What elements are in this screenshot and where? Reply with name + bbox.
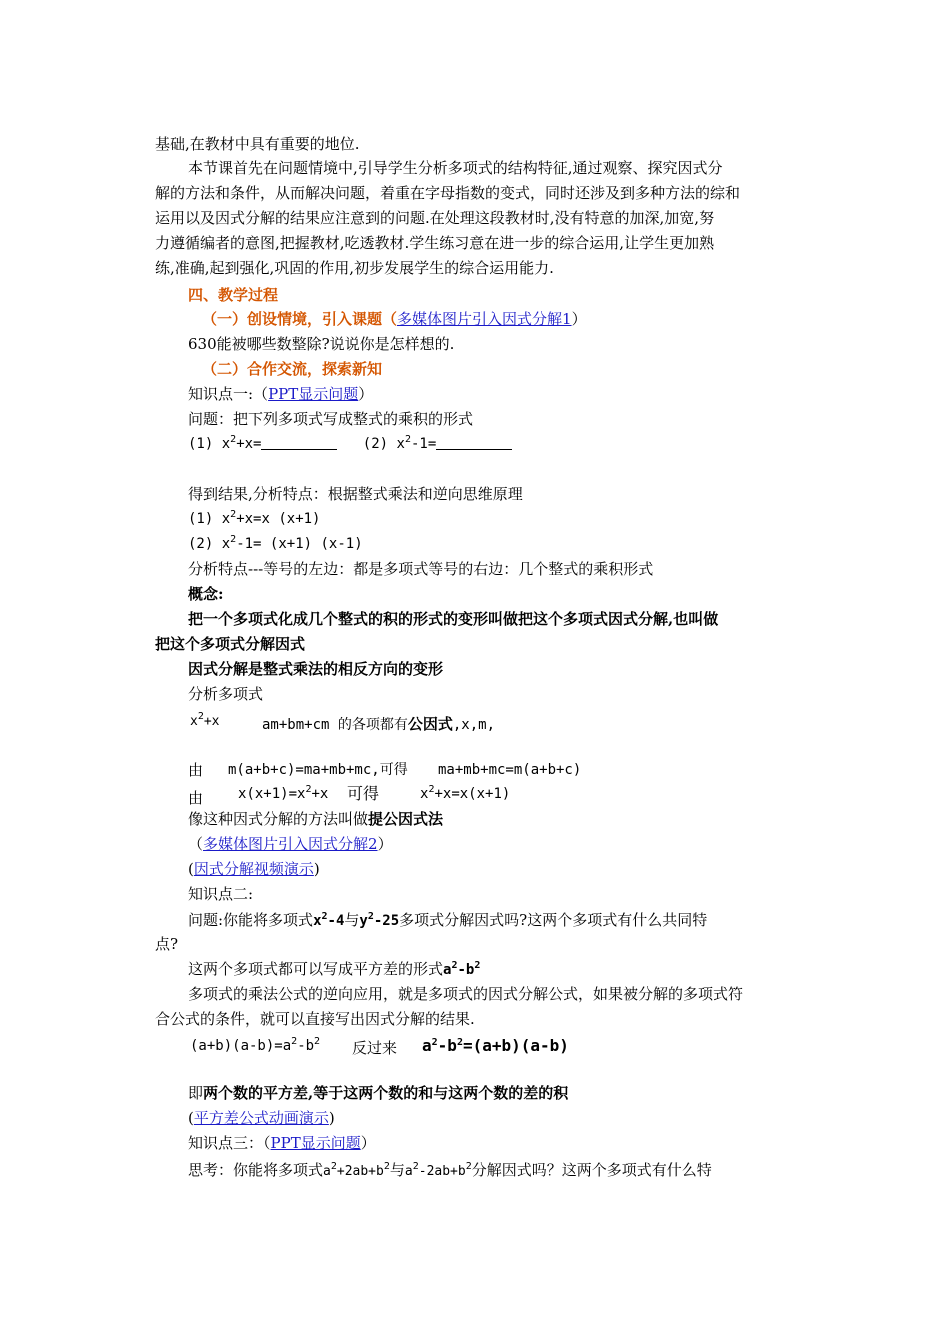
formula-left: $(a+b)(a-b)=a^2-b^2$ — [190, 1036, 321, 1054]
polynomial-image: $x^2+x$ — [190, 711, 220, 729]
k1-result-1: (1) $x^2+x=x$ (x+1) — [188, 509, 321, 527]
part1-question: 630能被哪些数整除?说说你是怎样想的. — [188, 335, 455, 353]
concept-label: 概念: — [188, 585, 224, 603]
section-heading: 四、教学过程 — [188, 286, 279, 304]
part2-heading: （二）合作交流，探索新知 — [202, 360, 383, 378]
k1-questions: (1) $x^2+x=$ (2) $x^2-1=$ — [188, 432, 512, 456]
from-factored: ma+mb+mc=m(a+b+c) — [438, 762, 582, 778]
paren-close: ） — [571, 310, 587, 328]
intro-line: 本节课首先在问题情境中,引导学生分析多项式的结构特征,通过观察、探究因式分 — [188, 159, 723, 177]
reverse-statement: 因式分解是整式乘法的相反方向的变形 — [188, 660, 444, 678]
part1-heading-line — [202, 307, 587, 331]
part1-heading: （一）创设情境，引入课题（ — [202, 310, 398, 328]
k1-result: 得到结果,分析特点：根据整式乘法和逆向思维原理 — [188, 485, 523, 503]
link-ppt-3[interactable]: PPT显示问题 — [270, 1134, 361, 1152]
k1-label: 知识点一:（PPT显示问题） — [188, 385, 374, 403]
k1-result-2: (2) $x^2-1= (x+1)$ (x-1) — [188, 534, 363, 552]
analyze-label: 分析多项式 — [188, 685, 264, 703]
answer-blank[interactable] — [436, 435, 512, 450]
link-difference-animation[interactable]: 平方差公式动画演示 — [193, 1109, 329, 1127]
formula-right: $a^2-b^2=(a+b)(a-b)$ — [422, 1036, 569, 1055]
k1-problem: 问题：把下列多项式写成整式的乘积的形式 — [188, 410, 474, 428]
concept-line: 把这个多项式分解因式 — [155, 635, 306, 653]
link2-line: （多媒体图片引入因式分解2） — [188, 835, 393, 853]
k1-feature: 分析特点---等号的左边：都是多项式等号的右边：几个整式的乘积形式 — [188, 560, 654, 578]
intro-line: 基础,在教材中具有重要的地位. — [155, 135, 360, 153]
intro-line: 解的方法和条件，从而解决问题，着重在字母指数的变式，同时还涉及到多种方法的综和 — [155, 184, 741, 202]
k3-think: 思考：你能将多项式$a^2+2ab+b^2$与$a^2-2ab+b^2$分解因式吗？这两个多项式有什么特 — [188, 1161, 712, 1179]
intro-line: 力遵循编者的意图,把握教材,吃透教材.学生练习意在进一步的综合运用,让学生更加熟 — [155, 234, 715, 252]
k2-inverse: 合公式的条件，就可以直接写出因式分解的结果. — [155, 1010, 475, 1028]
from-label: 由 — [188, 789, 204, 807]
link3-line: (因式分解视频演示) — [188, 860, 320, 878]
k2-label: 知识点二: — [188, 885, 254, 903]
intro-line: 练,准确,起到强化,巩固的作用,初步发展学生的综合运用能力. — [155, 259, 554, 277]
from-expansion: m(a+b+c)=ma+mb+mc,可得 — [228, 762, 408, 778]
k2-difference: 这两个多项式都可以写成平方差的形式$a^2-b^2$ — [188, 960, 481, 978]
example-expansion: $x(x+1)=x^2+x$ — [238, 784, 329, 802]
link-ppt-1[interactable]: PPT显示问题 — [268, 385, 359, 403]
k2-conclusion: 即两个数的平方差,等于这两个数的和与这两个数的差的积 — [188, 1084, 569, 1102]
link-multimedia-1[interactable]: 多媒体图片引入因式分解1 — [397, 310, 572, 328]
intro-line: 运用以及因式分解的结果应注意到的问题.在处理这段教材时,没有特意的加深,加宽,努 — [155, 209, 715, 227]
link-multimedia-2[interactable]: 多媒体图片引入因式分解2 — [203, 835, 378, 853]
k2-link-line: (平方差公式动画演示) — [188, 1109, 335, 1127]
k2-question-cont: 点? — [155, 935, 179, 953]
method-line: 像这种因式分解的方法叫做提公因式法 — [188, 810, 444, 828]
answer-blank[interactable] — [261, 435, 337, 450]
link-video-demo[interactable]: 因式分解视频演示 — [193, 860, 314, 878]
k3-label: 知识点三：（PPT显示问题） — [188, 1134, 376, 1152]
common-factor-line: am+bm+cm 的各项都有公因式,x,m, — [262, 715, 496, 733]
example-factored: $x^2+x=x(x+1)$ — [420, 784, 511, 802]
formula-mid: 反过来 — [352, 1039, 398, 1057]
example-mid: 可得 — [347, 784, 380, 803]
k2-inverse: 多项式的乘法公式的逆向应用，就是多项式的因式分解公式，如果被分解的多项式符 — [188, 985, 744, 1003]
concept-line: 把一个多项式化成几个整式的积的形式的变形叫做把这个多项式因式分解,也叫做 — [188, 610, 719, 628]
k2-question: 问题:你能将多项式$x^2-4$与$y^2-25$多项式分解因式吗?这两个多项式有什么共同特 — [188, 911, 708, 929]
from-label: 由 — [188, 761, 204, 779]
